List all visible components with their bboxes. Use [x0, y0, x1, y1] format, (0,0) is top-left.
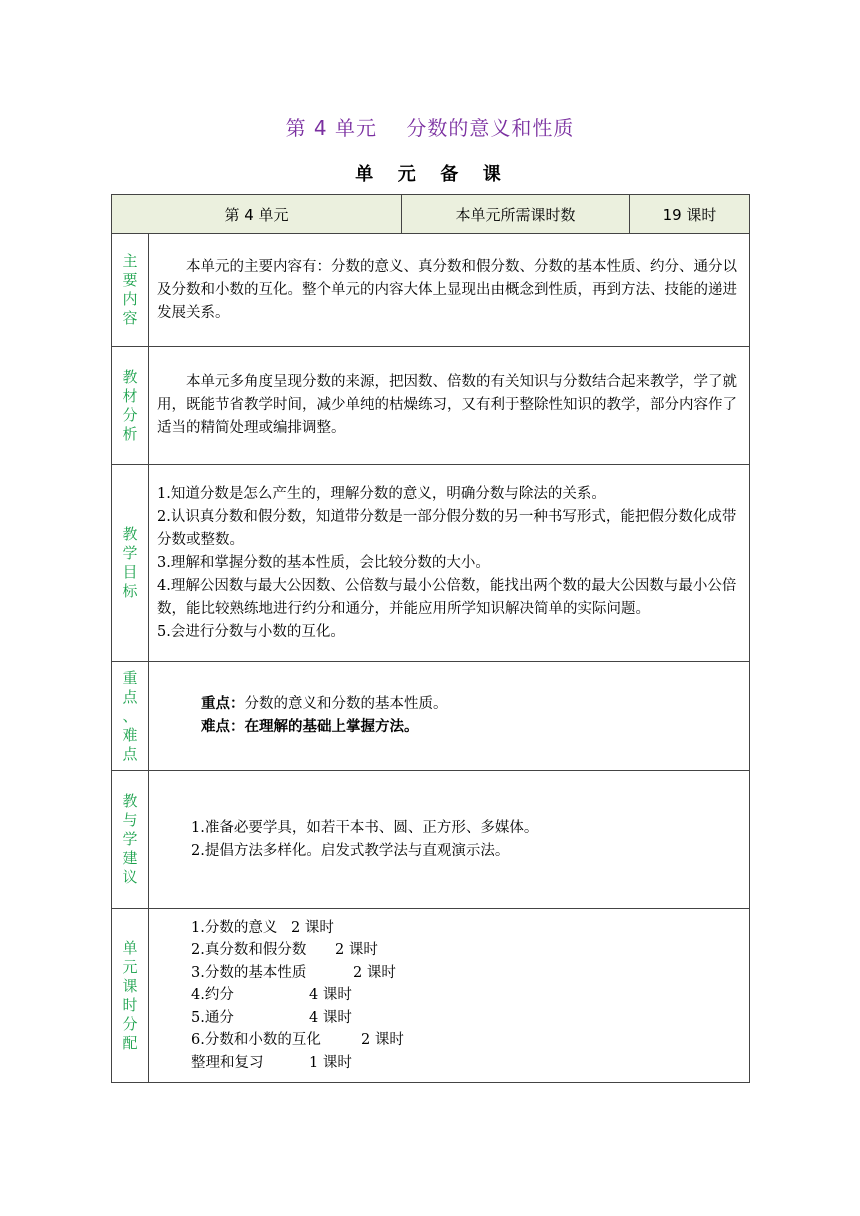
hours-value-cell: 19 课时 — [630, 195, 750, 234]
suggestion-item: 1.准备必要学具，如若干本书、圆、正方形、多媒体。 — [191, 819, 539, 836]
header-row — [112, 195, 750, 234]
difficulty-line: 难点：在理解的基础上掌握方法。 — [201, 719, 419, 735]
goals-row — [112, 465, 750, 662]
page-title: 第 4 单元 分数的意义和性质 — [285, 116, 575, 140]
key-points-cell — [149, 662, 750, 771]
schedule-item: 3.分数的基本性质 2 课时 — [191, 964, 396, 981]
unit-cell: 第 4 单元 — [112, 195, 402, 234]
goal-item: 5.会进行分数与小数的互化。 — [157, 623, 345, 640]
unit-plan-table — [111, 194, 750, 1083]
suggestions-list — [149, 771, 750, 909]
content-label: 主 要 内 容 — [112, 234, 149, 347]
content-row — [112, 234, 750, 347]
schedule-item: 整理和复习 1 课时 — [191, 1054, 352, 1071]
key-point-line: 重点：分数的意义和分数的基本性质。 — [201, 696, 448, 712]
content-text: 本单元的主要内容有：分数的意义、真分数和假分数、分数的基本性质、约分、通分以及分数和小数的互化。整个单元的内容大体上显现出由概念到性质，再到方法、技能的递进发展关系。 — [157, 258, 737, 321]
suggestions-row — [112, 771, 750, 909]
page-subtitle: 单 元 备 课 — [355, 164, 505, 185]
suggestions-label: 教 与 学 建 议 — [112, 771, 149, 909]
schedule-item: 6.分数和小数的互化 2 课时 — [191, 1032, 404, 1049]
analysis-row — [112, 347, 750, 465]
key-points-row — [112, 662, 750, 771]
content-text-cell — [149, 234, 750, 347]
goal-item: 3.理解和掌握分数的基本性质，会比较分数的大小。 — [157, 554, 490, 571]
goals-label: 教 学 目 标 — [112, 465, 149, 662]
key-points-label: 重 点 、 难 点 — [112, 662, 149, 771]
schedule-item: 4.约分 4 课时 — [191, 987, 352, 1004]
schedule-row — [112, 909, 750, 1083]
goals-list — [149, 465, 750, 662]
hours-label-cell: 本单元所需课时数 — [402, 195, 630, 234]
analysis-text: 本单元多角度呈现分数的来源，把因数、倍数的有关知识与分数结合起来教学，学了就用，既能节省教学时间，减少单纯的枯燥练习，又有利于整除性知识的教学，部分内容作了适当的精简处理或编排调整。 — [157, 374, 737, 436]
schedule-label: 单 元 课 时 分 配 — [112, 909, 149, 1083]
analysis-text-cell — [149, 347, 750, 465]
goal-item: 1.知道分数是怎么产生的，理解分数的意义，明确分数与除法的关系。 — [157, 485, 606, 502]
goal-item: 2.认识真分数和假分数，知道带分数是一部分假分数的另一种书写形式，能把假分数化成带分数或整数。 — [157, 508, 737, 548]
suggestion-item: 2.提倡方法多样化。启发式教学法与直观演示法。 — [191, 842, 510, 859]
schedule-item: 5.通分 4 课时 — [191, 1009, 352, 1026]
goal-item: 4.理解公因数与最大公因数、公倍数与最小公倍数，能找出两个数的最大公因数与最小公倍数，能比较熟练地进行约分和通分，并能应用所学知识解决简单的实际问题。 — [157, 577, 737, 617]
analysis-label: 教 材 分 析 — [112, 347, 149, 465]
schedule-item: 1.分数的意义 2 课时 — [191, 919, 334, 936]
schedule-item: 2.真分数和假分数 2 课时 — [191, 942, 378, 959]
schedule-list — [149, 909, 750, 1083]
